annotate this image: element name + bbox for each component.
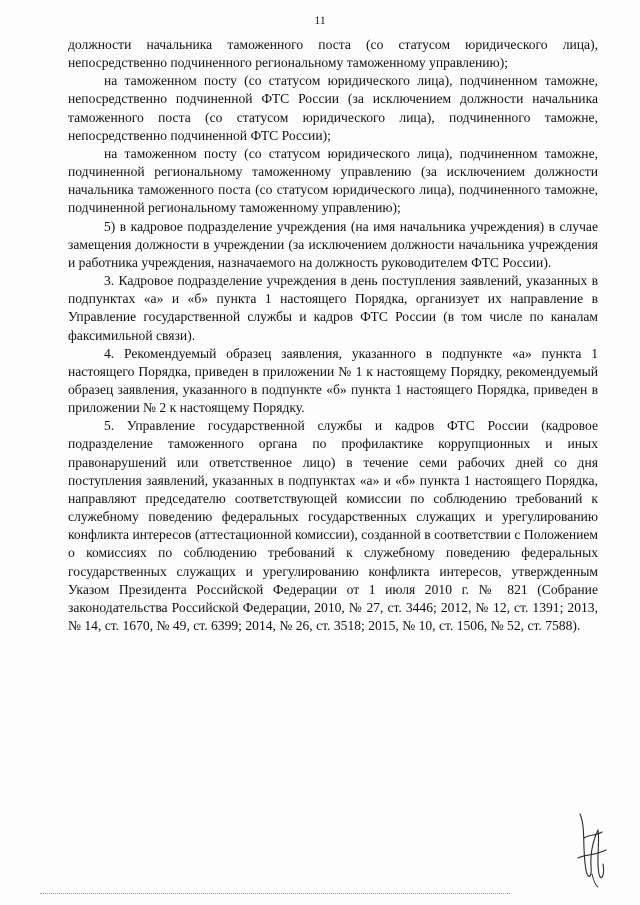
paragraph-continuation: должности начальника таможенного поста (со статусом юридического лица), непосредственно подчиненного региональному таможенному управлению); [68,37,598,71]
paragraph-item-5-institution: 5) в кадровое подразделение учреждения (на имя начальника учреждения) в случае замещения должности в учреждении (за исключением должности начальника учреждения и работника учреждения, назначаемого на должность руководителем ФТС России). [68,218,598,270]
bottom-dotted-line [40,893,510,895]
paragraph-customs-post-fts: на таможенном посту (со статусом юридического лица), подчиненном таможне, непосредственно подчиненной ФТС России (за исключением должности начальника таможенного поста (со статусом юридического лица), подчиненного таможне, непосредственно подчиненной ФТС России); [68,73,598,143]
page-number: 11 [314,13,326,27]
paragraph-section-3: 3. Кадровое подразделение учреждения в день поступления заявлений, указанных в подпунктах «а» и «б» пункта 1 настоящего Порядка, организует их направление в Управление государственной службы и кадров ФТС России (в том числе по каналам факсимильной связи). [68,273,598,343]
paragraph-customs-post-regional: на таможенном посту (со статусом юридического лица), подчиненном таможне, подчиненной региональному таможенному управлению (за исключением должности начальника таможенного поста (со статусом юридического лица), подчиненного таможне, подчиненной региональному таможенному управлению); [68,145,598,216]
paragraph-section-4: 4. Рекомендуемый образец заявления, указанного в подпункте «а» пункта 1 настоящего Порядка, приведен в приложении № 1 к настоящему Порядку, рекомендуемый образец заявления, указанного в подпункте «б» пункта 1 настоящего Порядка, приведен в приложении № 2 к настоящему Порядку. [68,345,598,416]
handwritten-signature-icon [572,808,612,888]
paragraph-section-5: 5. Управление государственной службы и кадров ФТС России (кадровое подразделение таможенного органа по профилактике коррупционных и иных правонарушений или ответственное лицо) в течение семи рабочих дней со дня поступления заявлений, указанных в подпунктах «а» и «б» пункта 1 настоящего Порядка, направляют председателю соответствующей комиссии по соблюдению требований к служебному поведению федеральных государственных служащих и урегулированию конфликта интересов (аттестационной комиссии), созданной в соответствии с Положением о комиссиях по соблюдению требований к служебному поведению федеральных государственных служащих и урегулированию конфликта интересов, утвержденным Указом Президента Российской Федерации от 1 июля 2010 г. № 821 (Собрание законодательства Российской Федерации, 2010, № 27, ст. 3446; 2012, № 12, ст. 1391; 2013, № 14, ст. 1670, № 49, ст. 6399; 2014, № 26, ст. 3518; 2015, № 10, ст. 1506, № 52, ст. 7588). [68,418,598,633]
document-body [68,36,598,635]
